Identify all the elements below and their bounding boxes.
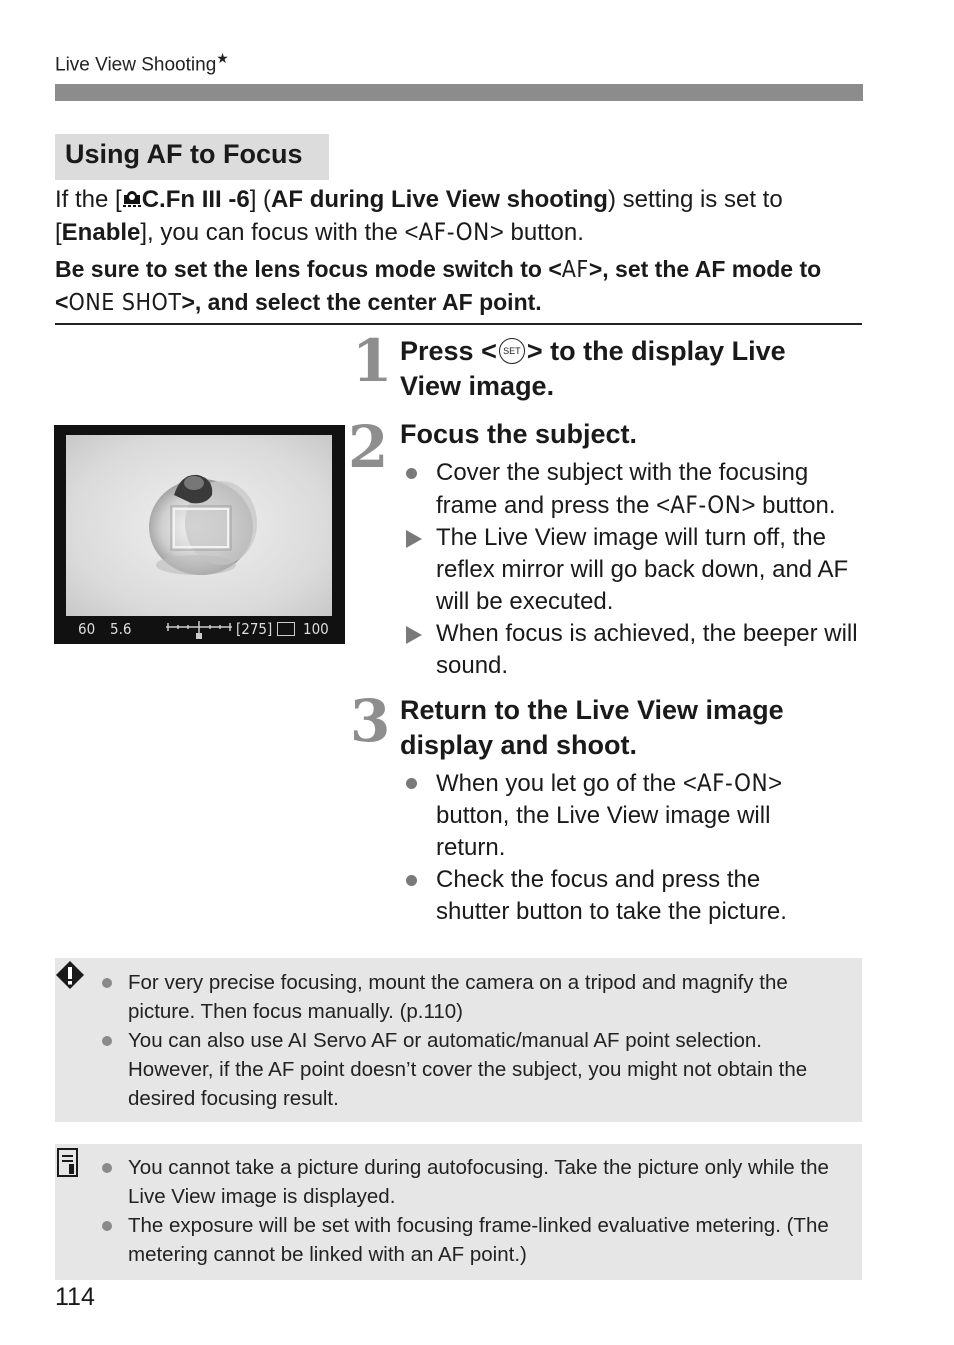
note-list — [100, 1153, 850, 1269]
list-item: When focus is achieved, the beeper will sound. — [400, 618, 860, 682]
step-2-list — [400, 457, 860, 682]
list-item: For very precise focusing, mount the camera on a tripod and magnify the picture. Then focus manually. (p.110) — [100, 968, 850, 1026]
live-view-screen-image — [54, 425, 345, 644]
af-on-symbol: AF-ON — [696, 769, 769, 797]
intro-paragraph: If the [ C.Fn III -6] (AF during Live View shooting) setting is set to [Enable], you can focus with the <AF-ON> button. — [55, 186, 783, 246]
section-title: Using AF to Focus — [55, 134, 329, 180]
list-item: The exposure will be set with focusing frame-linked evaluative metering. (The metering cannot be linked with an AF point.) — [100, 1211, 850, 1269]
divider-rule — [55, 323, 862, 325]
shots-remaining: [275] — [236, 620, 273, 638]
bullet-dot-icon — [102, 1163, 112, 1173]
step-title-3: Return to the Live View image display and shoot. — [400, 695, 784, 760]
warning-paragraph: Be sure to set the lens focus mode switch to <AF>, set the AF mode to <ONE SHOT>, and select the center AF point. — [55, 256, 822, 316]
header-title: Live View Shooting — [55, 54, 217, 76]
list-item: You can also use AI Servo AF or automatic/manual AF point selection. However, if the AF point doesn’t cover the subject, you might not obtain the desired focusing result. — [100, 1026, 850, 1113]
bullet-dot-icon — [406, 468, 417, 479]
bullet-dot-icon — [102, 1221, 112, 1231]
one-shot-symbol: ONE SHOT — [68, 290, 182, 316]
caution-icon — [55, 960, 85, 995]
list-item: Check the focus and press the shutter button to take the picture. — [400, 864, 840, 928]
exposure-level-indicator — [164, 615, 234, 654]
iso-value: 100 — [303, 620, 329, 638]
af-on-symbol: AF-ON — [670, 491, 742, 519]
bullet-dot-icon — [406, 875, 417, 886]
memo-icon — [57, 1148, 79, 1183]
list-item: You cannot take a picture during autofocusing. Take the picture only while the Live View image is displayed. — [100, 1153, 850, 1211]
triangle-bullet-icon — [406, 530, 422, 548]
af-symbol: AF — [561, 257, 589, 283]
caution-list — [100, 968, 850, 1113]
header-bar — [55, 84, 863, 101]
step-3-list — [400, 767, 840, 928]
list-item: The Live View image will turn off, the reflex mirror will go back down, and AF will be executed. — [400, 522, 860, 618]
set-button-icon: SET — [499, 338, 525, 364]
bullet-dot-icon — [406, 778, 417, 789]
partial-metering-icon — [277, 622, 295, 636]
bullet-dot-icon — [102, 978, 112, 988]
step-number-1: 1 — [352, 327, 393, 395]
list-item: When you let go of the <AF-ON> button, the Live View image will return. — [400, 767, 840, 864]
step-number-3: 3 — [350, 687, 391, 755]
step-title-2: Focus the subject. — [400, 419, 638, 449]
caution-box — [55, 958, 862, 1122]
note-box — [55, 1144, 862, 1280]
shutter-speed: 60 — [78, 620, 96, 638]
lcd-status-bar — [54, 615, 345, 644]
page-number: 114 — [55, 1283, 95, 1311]
step-number-2: 2 — [348, 413, 389, 481]
star-mark: ★ — [216, 50, 229, 66]
af-on-symbol: AF-ON — [418, 218, 490, 246]
step-title-1: Press < SET > to the display Live View image. — [400, 336, 786, 401]
running-header — [55, 50, 229, 76]
triangle-bullet-icon — [406, 626, 422, 644]
live-view-image — [66, 435, 332, 616]
bullet-dot-icon — [102, 1036, 112, 1046]
camera-icon — [122, 185, 142, 203]
aperture-value: 5.6 — [110, 620, 132, 638]
list-item: Cover the subject with the focusing frame and press the <AF-ON> button. — [400, 457, 860, 522]
